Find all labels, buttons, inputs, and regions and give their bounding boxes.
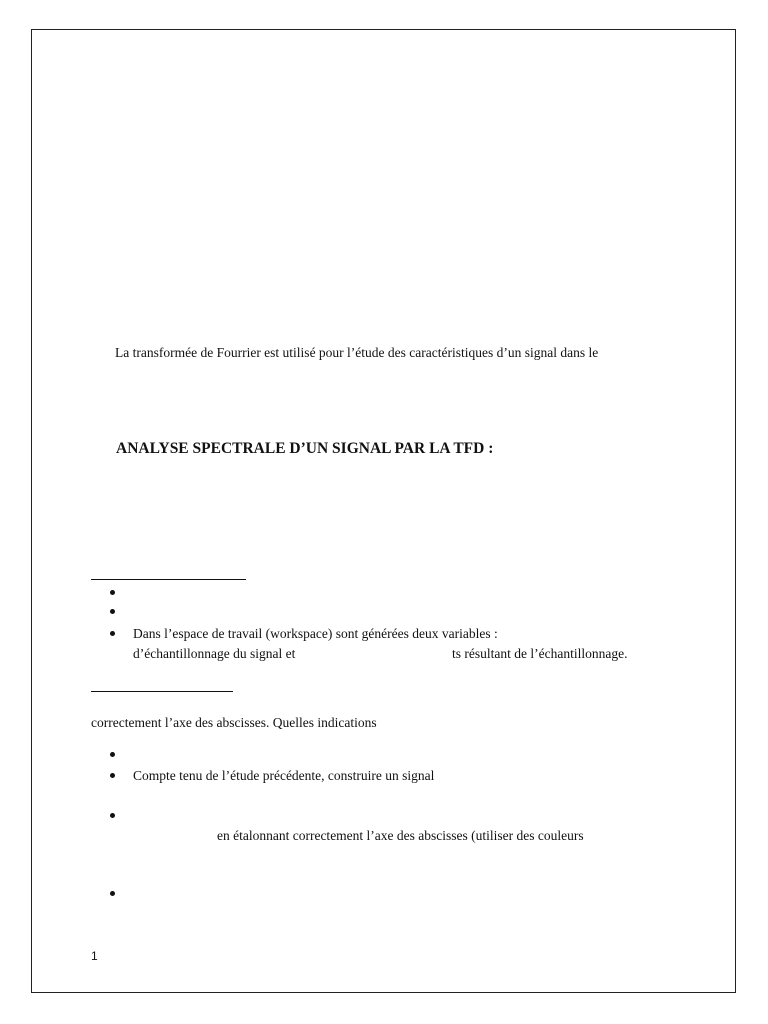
list2-item2: Compte tenu de l’étude précédente, construire un signal: [133, 768, 435, 783]
list1-item3-line2a: d’échantillonnage du signal et: [133, 646, 296, 661]
underline-rule-2: [91, 691, 233, 692]
intro-text: La transformée de Fourrier est utilisé pour l’étude des caractéristiques d’un signal dans le: [115, 345, 599, 360]
underline-rule-1: [91, 579, 246, 580]
bullet-6: [110, 813, 115, 818]
document-page: [31, 29, 736, 993]
section-heading: ANALYSE SPECTRALE D’UN SIGNAL PAR LA TFD :: [116, 440, 494, 457]
list1-item3-line1: Dans l’espace de travail (workspace) sont générées deux variables :: [133, 626, 498, 641]
bullet-2: [110, 609, 115, 614]
bullet-3: [110, 631, 115, 636]
bullet-4: [110, 752, 115, 757]
list2-item3-continuation: en étalonnant correctement l’axe des abscisses (utiliser des couleurs: [217, 828, 584, 843]
paragraph-2: correctement l’axe des abscisses. Quelles indications: [91, 715, 377, 730]
list1-item3-line2b: ts résultant de l’échantillonnage.: [452, 646, 628, 661]
bullet-1: [110, 590, 115, 595]
bullet-7: [110, 891, 115, 896]
bullet-5: [110, 773, 115, 778]
page-number: 1: [91, 949, 98, 963]
